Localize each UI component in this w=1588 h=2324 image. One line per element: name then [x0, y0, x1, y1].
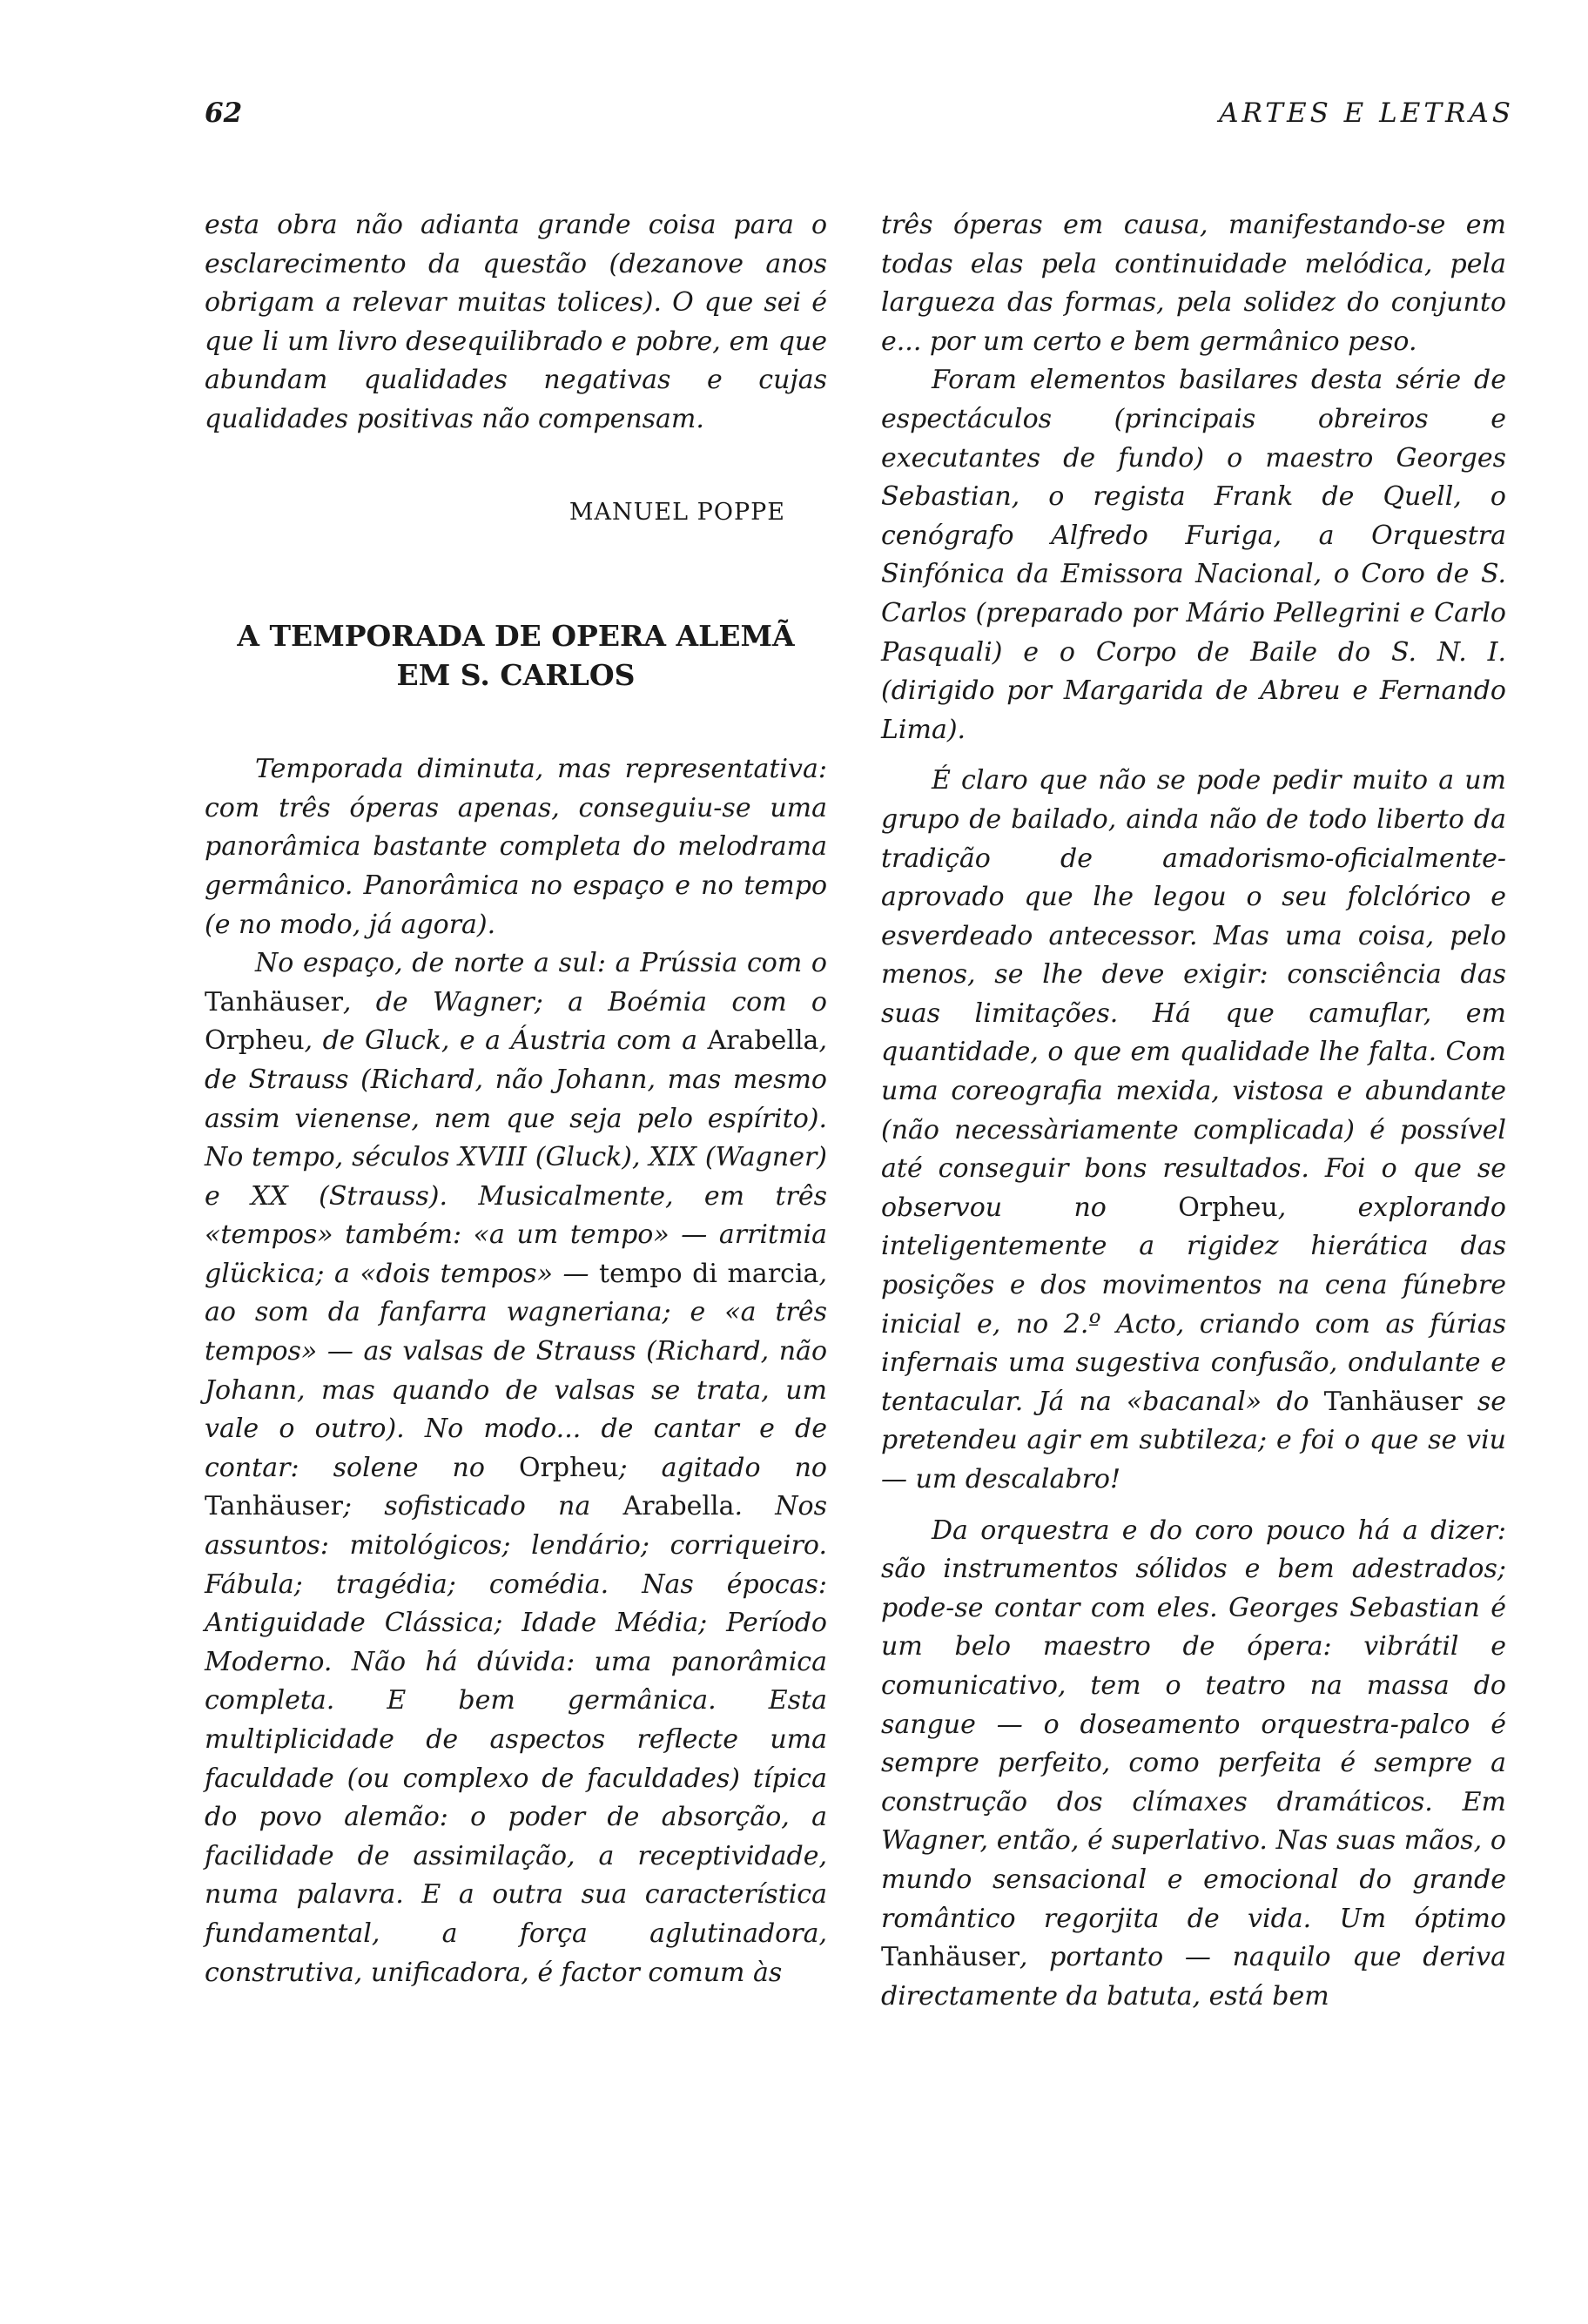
- opera-title: Orpheu: [518, 1452, 619, 1483]
- right-column: [881, 206, 1506, 2016]
- opera-title: Tanhäuser: [881, 1942, 1019, 1973]
- right-paragraph-1: três óperas em causa, manifestando-se em todas elas pela continuidade melódica, pela largueza das formas, pela solidez do conjunto e... por um certo e bem germânico peso.: [881, 210, 1506, 357]
- text-run: . Nos assuntos: mitológicos; lendário; corriqueiro. Fábula; tragédia; comédia. Nas épocas: Antiguidade Clássica; Idade Média; Período Moderno. Não há dúvida: uma panorâmica completa. E bem germânica. Esta multiplicidade de aspectos reflecte uma faculdade (ou complexo de faculdades) típica do povo alemão: o poder de absorção, a facilidade de assimilação, a receptividade, numa palavra. E a outra sua característica fundamental, a força aglutinadora, construtiva, unificadora, é factor comum às: [205, 1491, 828, 1988]
- right-paragraph-4: [881, 1512, 1506, 2017]
- article-title-line-1: A TEMPORADA DE OPERA ALEMÃ: [237, 619, 795, 654]
- text-run: , de Strauss (Richard, não Johann, mas mesmo assim vienense, nem que seja pelo espírito). No tempo, séculos XVIII (Gluck), XIX (Wagner) e XX (Strauss). Musicalmente, em três «tempos» também: «a um tempo» — arritmia glückica; a «dois tempos» —: [205, 1025, 827, 1289]
- text-run: É claro que não se pode pedir muito a um grupo de bailado, ainda não de todo liberto da tradição de amadorismo-oficialmente-aprovado que lhe legou o seu folclórico e esverdeado antecessor. Mas uma coisa, pelo menos, se lhe deve exigir: consciência das suas limitações. Há que camuflar, em quantidade, o que em qualidade lhe falta. Com uma coreografia mexida, vistosa e abundante (não necessàriamente complicada) é possível até conseguir bons resultados. Foi o que se observou no: [881, 765, 1506, 1223]
- opera-title: Tanhäuser: [1323, 1386, 1463, 1417]
- opera-title: Arabella: [622, 1491, 735, 1522]
- right-paragraph-3: [881, 762, 1506, 1499]
- musical-term: tempo di marcia: [599, 1258, 819, 1289]
- text-run: , portanto — naquilo que deriva directamente da batuta, está bem: [881, 1942, 1506, 2012]
- opera-title: Orpheu: [205, 1025, 305, 1057]
- opera-title: Tanhäuser: [205, 1491, 343, 1522]
- running-head: [205, 97, 1514, 141]
- continued-paragraph: esta obra não adianta grande coisa para o esclarecimento da questão (dezanove anos obrigam a relevar muitas tolices). O que sei é que li um livro desequilibrado e pobre, em que abundam qualidades negativas e cujas qualidades positivas não compensam.: [205, 210, 827, 434]
- page-number: 62: [205, 97, 243, 129]
- opera-title: Orpheu: [1178, 1192, 1278, 1223]
- opera-title: Arabella: [707, 1025, 819, 1057]
- text-run: se pretendeu agir em subtileza; e foi o que se viu — um descalabro!: [881, 1386, 1506, 1494]
- right-paragraph-2: Foram elementos basilares desta série de espectáculos (principais obreiros e executantes de fundo) o maestro Georges Sebastian, o regista Frank de Quell, o cenógrafo Alfredo Furiga, a Orquestra Sinfónica da Emissora Nacional, o Coro de S. Carlos (preparado por Mário Pellegrini e Carlo Pasquali) e o Corpo de Baile do S. N. I. (dirigido por Margarida de Abreu e Fernando Lima).: [881, 365, 1506, 745]
- text-run: , ao som da fanfarra wagneriana; e «a três tempos» — as valsas de Strauss (Richard, não Johann, mas quando de valsas se trata, um vale o outro). No modo... de cantar e de contar: solene no: [205, 1258, 827, 1483]
- article-paragraph-2: [205, 944, 827, 1992]
- text-run: , de Wagner; a Boémia com o: [342, 986, 827, 1018]
- text-run: , de Gluck, e a Áustria com a: [304, 1025, 708, 1057]
- article-title-line-2: EM S. CARLOS: [396, 658, 636, 693]
- text-run: ; sofisticado na: [342, 1491, 623, 1522]
- text-run: No espaço, de norte a sul: a Prússia com o: [255, 948, 827, 979]
- left-column: [205, 206, 827, 1992]
- opera-title: Tanhäuser: [205, 986, 343, 1018]
- article-title: [205, 616, 827, 695]
- author-signature: MANUEL POPPE: [569, 498, 785, 526]
- article-paragraph-1: Temporada diminuta, mas representativa: com três óperas apenas, conseguiu-se uma panorâmica bastante completa do melodrama germânico. Panorâmica no espaço e no tempo (e no modo, já agora).: [205, 754, 827, 940]
- text-run: , explorando inteligentemente a rigidez hierática das posições e dos movimentos na cena fúnebre inicial e, no 2.º Acto, criando com as fúrias infernais uma sugestiva confusão, ondulante e tentacular. Já na «bacanal» do: [881, 1192, 1506, 1417]
- journal-title: ARTES E LETRAS: [1219, 97, 1514, 129]
- text-run: Da orquestra e do coro pouco há a dizer: são instrumentos sólidos e bem adestrados; pode-se contar com eles. Georges Sebastian é um belo maestro de ópera: vibrátil e comunicativo, tem o teatro na massa do sangue — o doseamento orquestra-palco é sempre perfeito, como perfeita é sempre a construção dos clímaxes dramáticos. Em Wagner, então, é superlativo. Nas suas mãos, o mundo sensacional e emocional do grande romântico regorjita de vida. Um óptimo: [881, 1515, 1506, 1934]
- text-run: ; agitado no: [618, 1452, 827, 1483]
